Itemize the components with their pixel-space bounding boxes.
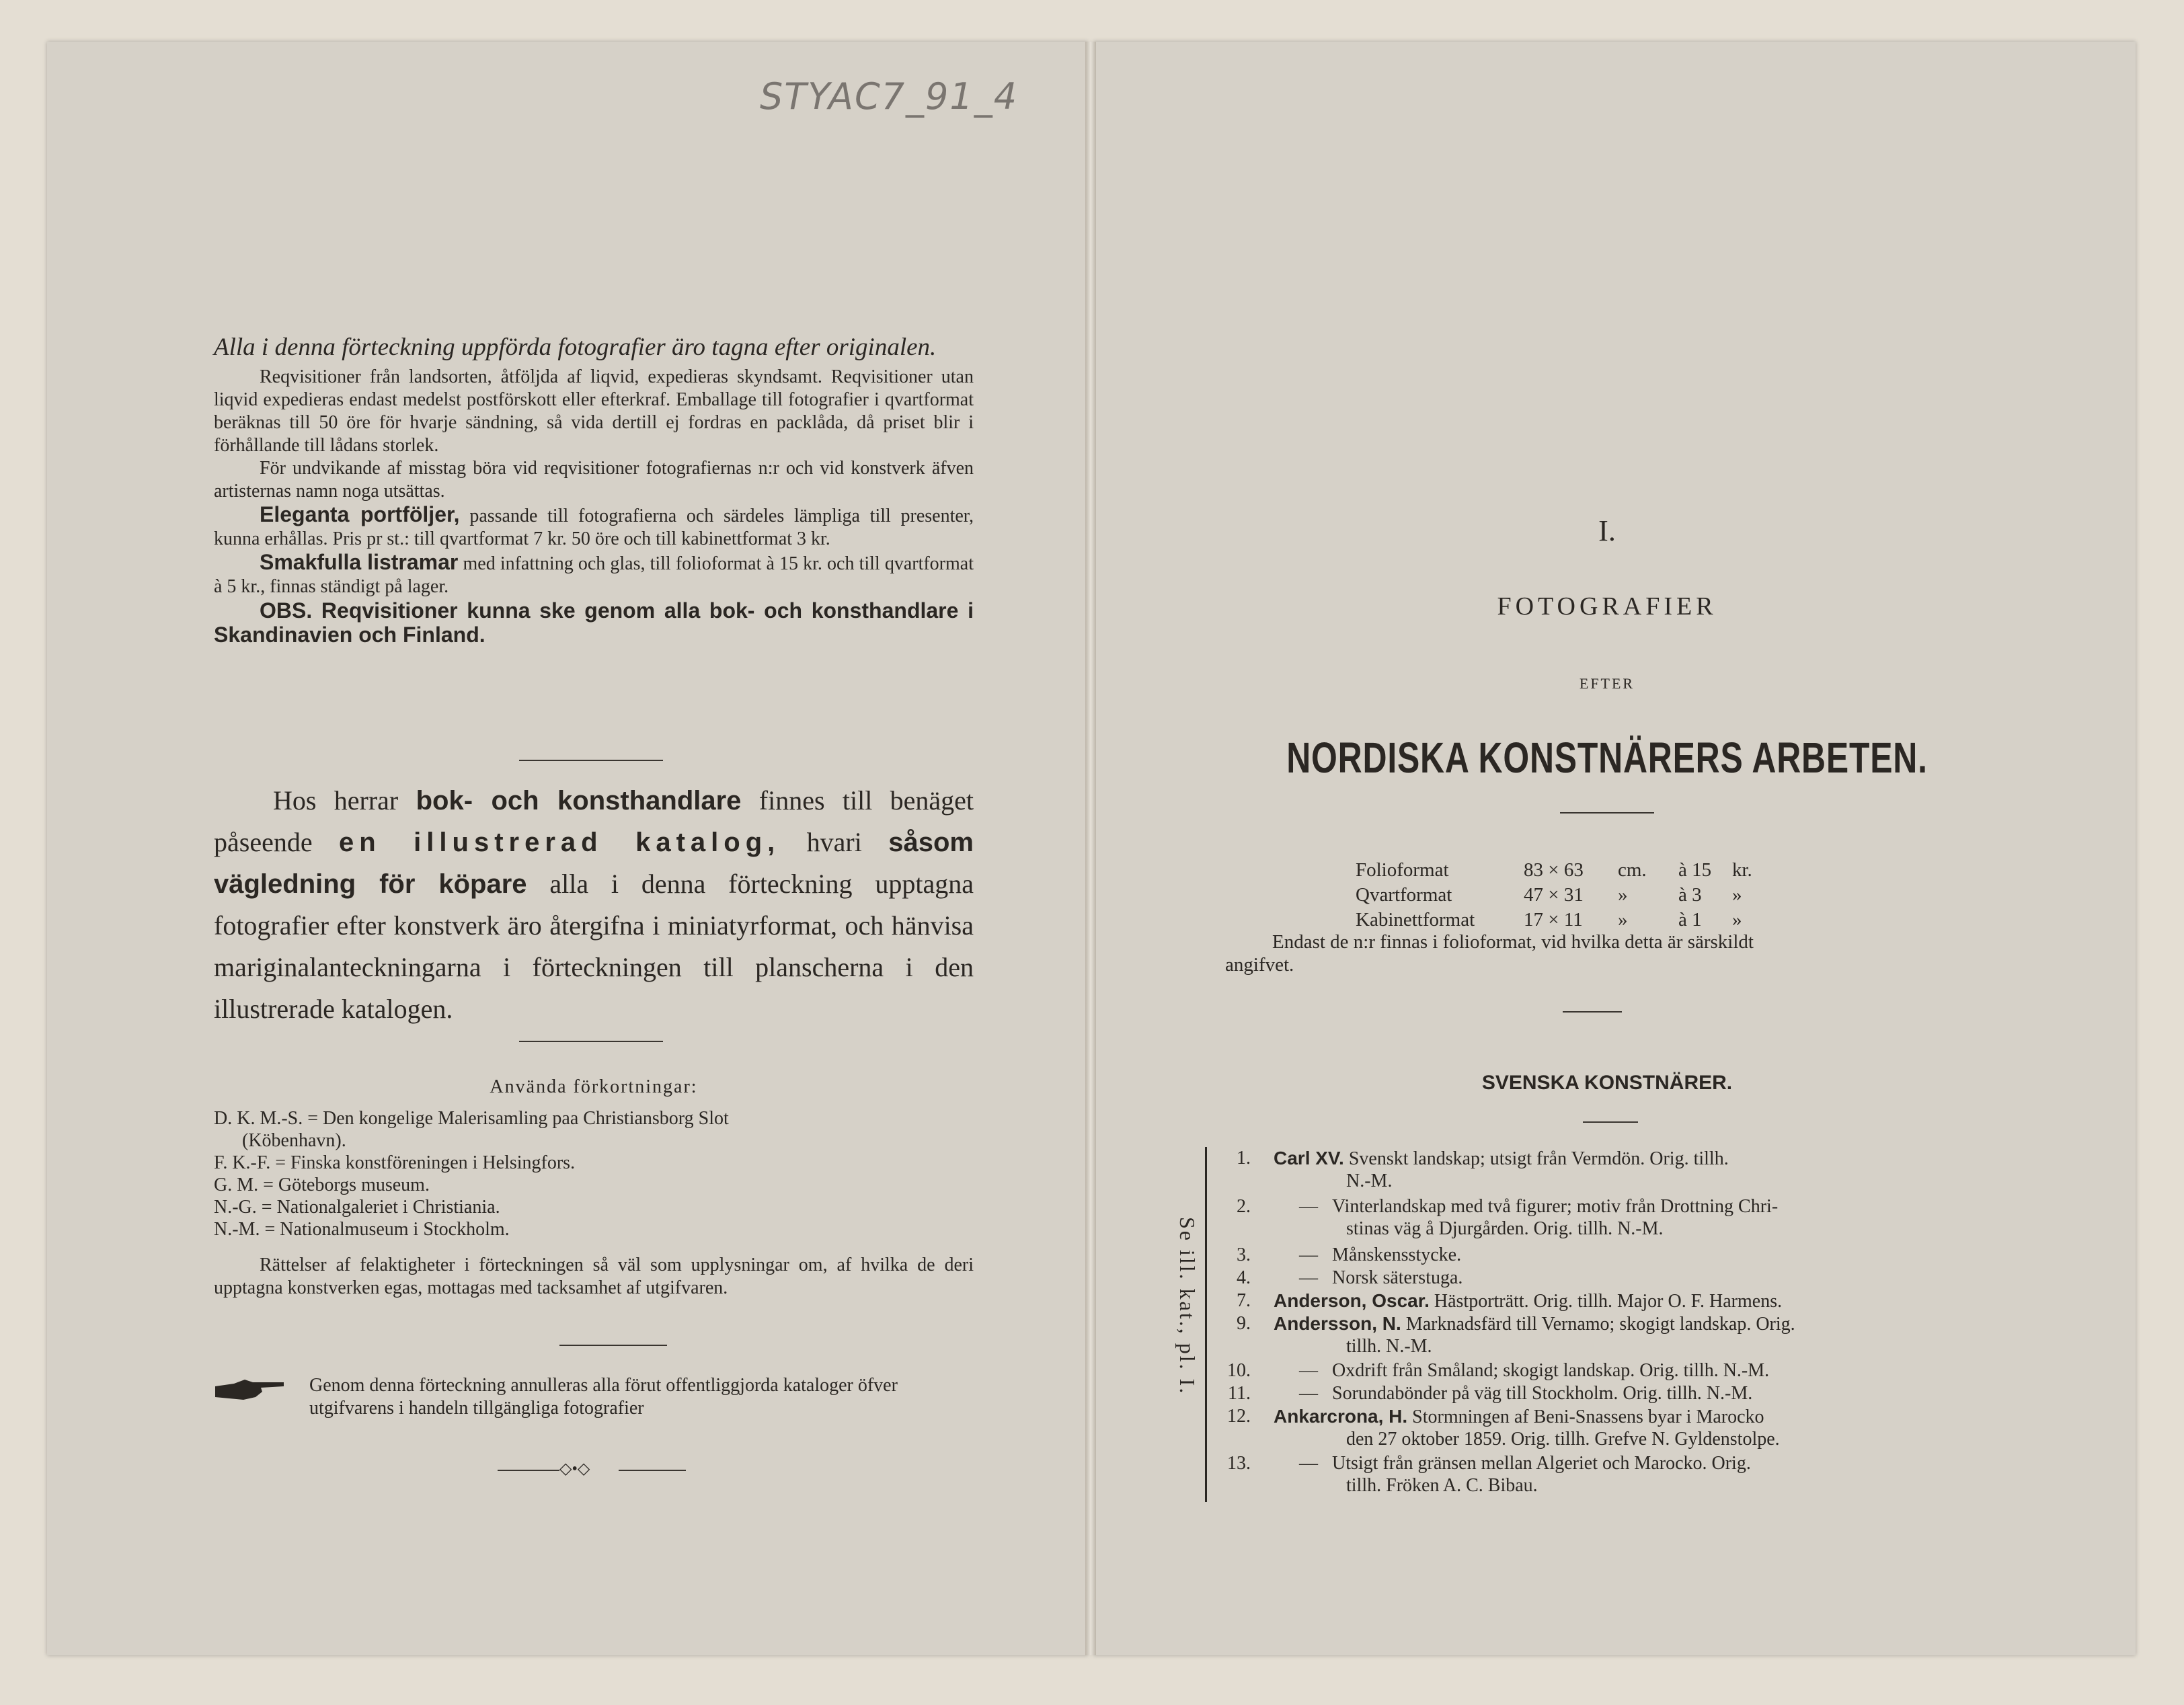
divider [1560, 812, 1654, 814]
catalog-notice: Hos herrar bok- och konsthandlare finnes till benäget påseende en illustrerad katalog, hvari såsom vägledning för köpare alla i denna förteckning upptagna fotografier efter konstverk äro återgifna i miniatyrformat, och hänvisa mariginalanteckningarna i förteckningen till planscherna i den illustrerade katalogen. [214, 785, 974, 1024]
handwritten-reference: STYAC7_91_4 [760, 75, 1019, 118]
list-item: 1. Carl XV. Svenskt landskap; utsigt från Vermdön. Orig. tillh. N.-M. [1237, 1148, 1729, 1191]
ornament-line [619, 1470, 686, 1471]
roman-numeral: I. [1598, 514, 1616, 547]
abbr-row: N.-G. = Nationalgaleriet i Christiania. [214, 1197, 500, 1218]
plate-reference: Se ill. kat., pl. I. [1175, 1217, 1200, 1396]
list-item: 9. Andersson, N. Marknadsfärd till Vernamo; skogigt landskap. Orig. tillh. N.-M. [1237, 1313, 1795, 1357]
illustrated-catalog: en illustrerad katalog, [338, 828, 781, 857]
abbr-row: N.-M. = Nationalmuseum i Stockholm. [214, 1219, 510, 1240]
format-row: Folioformat 83 × 63 cm. à 15 kr. [1356, 859, 1752, 881]
left-text-block [214, 331, 974, 647]
main-title: NORDISKA KONSTNÄRERS ARBETEN. [1286, 733, 1928, 782]
frames-heading: Smakfulla listramar [260, 550, 459, 574]
paragraph-requisitions: Reqvisitioner från landsorten, åtföljda af liqvid, expedieras skyndsamt. Reqvisitioner utan liqvid expedieras endast medelst postförskott eller efterkraf. Emballage till fotografier i qvartformat beräknas till 50 öre för hvarje sändning, så vida dertill ej fordras en packlåda, då priset blir i förhållande till lådans storlek. [214, 366, 974, 456]
intro-italic: Alla i denna förteckning uppförda fotografier äro tagna efter originalen. [214, 333, 937, 361]
abbr-row: F. K.-F. = Finska konstföreningen i Helsingfors. [214, 1152, 576, 1173]
paragraph-avoid-errors: För undvikande af misstag böra vid reqvisitioner fotografiernas n:r och vid konstverk äfven artisternas namn noga utsättas. [214, 458, 974, 502]
list-item: 11. — Sorundabönder på väg till Stockholm. Orig. tillh. N.-M. [1228, 1383, 1753, 1404]
format-row: Qvartformat 47 × 31 » à 3 » [1356, 884, 1742, 906]
abbr-row: D. K. M.-S. = Den kongelige Malerisamling paa Christiansborg Slot [214, 1108, 729, 1129]
sidebar-bracket [1205, 1147, 1207, 1502]
divider [1563, 1011, 1622, 1013]
abbreviations-block [214, 1076, 974, 1300]
main-title-wrap [1170, 733, 2044, 783]
divider [559, 1345, 667, 1346]
list-item: 12. Ankarcrona, H. Stormningen af Beni-Snassens byar i Marocko den 27 oktober 1859. Orig. tillh. Grefve N. Gyldenstolpe. [1227, 1406, 1780, 1450]
format-row: Kabinettformat 17 × 11 » à 1 » [1356, 909, 1742, 930]
corrections-note: Rättelser af felaktigheter i förteckningen så väl som upplysningar om, af hvilka de deri upptagna konstverken egas, mottagas med tacksamhet af utgifvaren. [214, 1255, 974, 1298]
abbr-row: G. M. = Göteborgs museum. [214, 1175, 430, 1195]
paragraph-obs: OBS. Reqvisitioner kunna ske genom alla bok- och konsthandlare i Skandinavien och Finland. [214, 598, 974, 647]
list-item: 3. — Månskensstycke. [1237, 1244, 1462, 1265]
paragraph-frames: Smakfulla listramar med infattning och glas, till folioformat à 15 kr. och till qvartformat à 5 kr., finnas ständigt på lager. [214, 550, 974, 597]
section-heading: SVENSKA KONSTNÄRER. [1481, 1072, 1733, 1094]
pointing-hand-icon [214, 1377, 288, 1404]
list-item: 10. — Oxdrift från Småland; skogigt landskap. Orig. tillh. N.-M. [1227, 1360, 1770, 1381]
list-item: 4. — Norsk säterstuga. [1237, 1267, 1463, 1288]
folio-note: Endast de n:r finnas i folioformat, vid hvilka detta är särskildt angifvet. [1225, 931, 1754, 976]
fotografier-heading: FOTOGRAFIER [1497, 592, 1717, 621]
list-item: 2. — Vinterlandskap med två figurer; motiv från Drottning Chri- stinas väg å Djurgården. Orig. tillh. N.-M. [1237, 1196, 1779, 1239]
divider [519, 1041, 663, 1042]
list-item: 13. — Utsigt från gränsen mellan Algeriet och Marocko. Orig. tillh. Fröken A. C. Bibau. [1227, 1453, 1751, 1496]
divider [1583, 1121, 1638, 1123]
divider [519, 760, 663, 761]
efter-heading: EFTER [1579, 675, 1635, 692]
abbr-row: (Köbenhavn). [242, 1130, 346, 1151]
formats-table [1356, 858, 1752, 933]
list-item: 7. Anderson, Oscar. Hästporträtt. Orig. tillh. Major O. F. Harmens. [1237, 1290, 1783, 1312]
abbreviations-title: Använda förkortningar: [490, 1076, 698, 1097]
paragraph-portfolios: Eleganta portföljer, passande till fotografierna och särdeles lämpliga till presenter, kunna erhållas. Pris pr st.: till qvartformat 7 kr. 50 öre och till kabinettformat 3 kr. [214, 502, 974, 549]
ornament-line [498, 1470, 559, 1471]
binding-gutter [1085, 42, 1096, 1655]
final-note: Genom denna förteckning annulleras alla förut offentliggjorda kataloger öfver utgifvarens i handeln tillgängliga fotografier [309, 1375, 898, 1419]
ornament: ◇•◇ [559, 1460, 590, 1478]
portfolios-heading: Eleganta portföljer, [260, 502, 460, 526]
